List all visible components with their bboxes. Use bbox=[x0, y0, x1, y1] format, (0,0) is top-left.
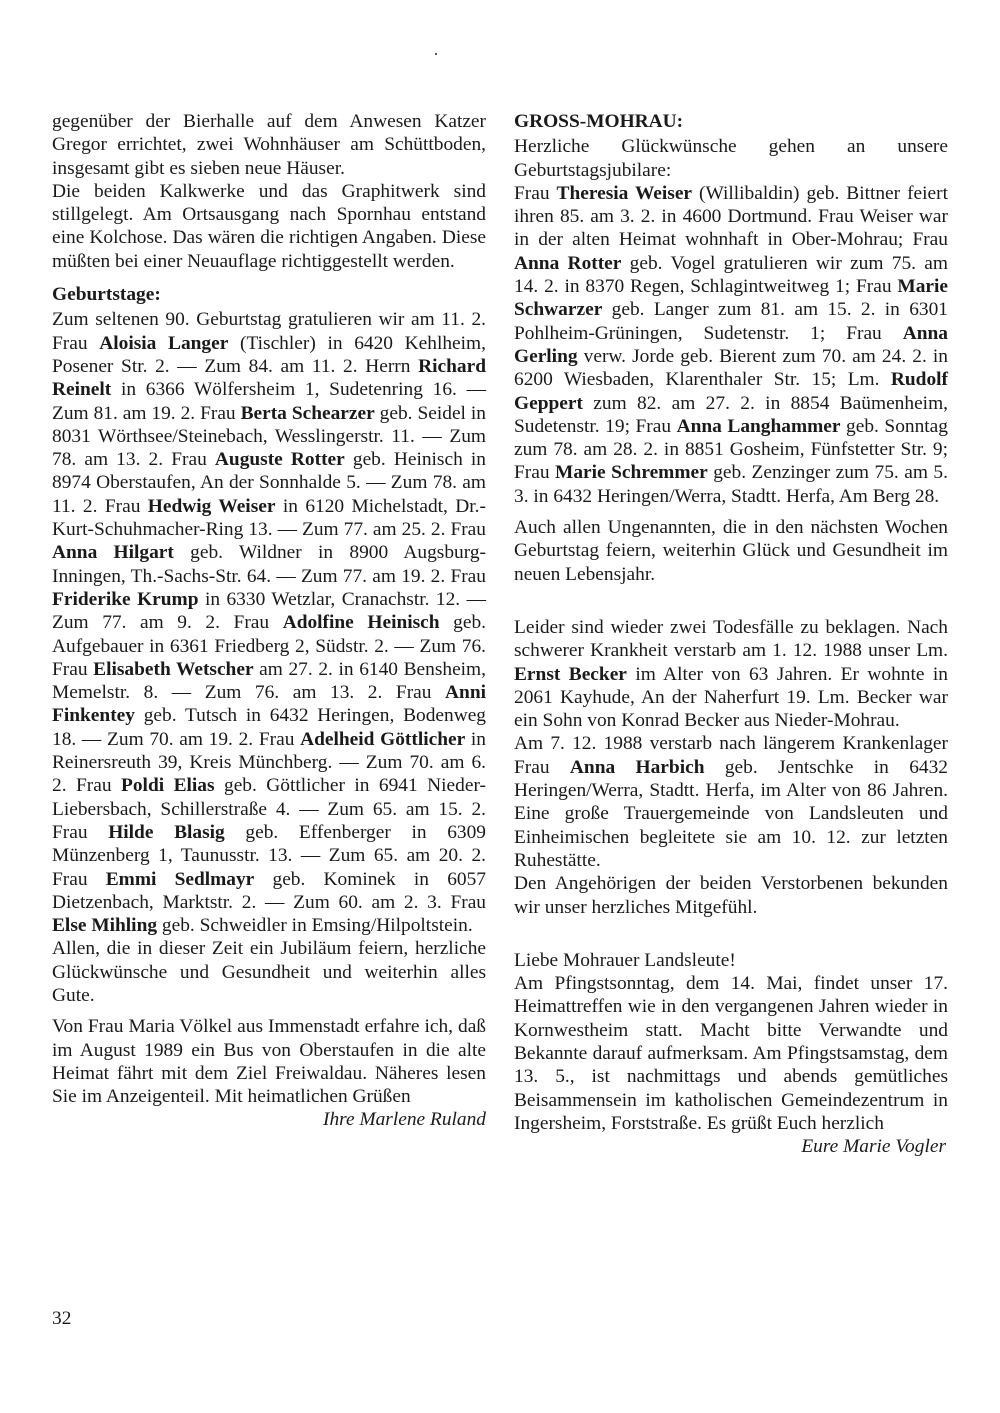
person-name: Hilde Blasig bbox=[108, 821, 225, 843]
meeting-paragraph: Am Pfingstsonntag, dem 14. Mai, findet unser 17. Heimattreffen wie in den vergangenen Jahren wieder in Kornwestheim statt. Macht bitte Verwandte und Bekannte darauf aufmerksam. Am Pfingstsamstag, dem 13. 5., ist nachmittags und abends gemütliches Beisammensein im katholischen Gemeindezentrum in Ingersheim, Forststraße. Es grüßt Euch herzlich bbox=[514, 973, 948, 1134]
person-name: Theresia Weiser bbox=[556, 182, 693, 204]
person-name: Else Mihling bbox=[52, 915, 158, 937]
intro-paragraph-1: gegenüber der Bierhalle auf dem Anwesen Katzer Gregor errichtet, zwei Wohnhäuser am Schüttboden, insgesamt gibt es sieben neue Häuser. bbox=[52, 111, 486, 179]
person-name: Aloisia Langer bbox=[99, 332, 229, 354]
condolences-paragraph: Den Angehörigen der beiden Verstorbenen bekunden wir unser herzliches Mitgefühl. bbox=[514, 873, 948, 918]
person-name: Richard Reinelt bbox=[52, 355, 486, 401]
deaths-paragraph: Leider sind wieder zwei Todesfälle zu beklagen. Nach schwerer Krankheit verstarb am 1. 12. 1988 unser Lm. Ernst Becker im Alter von 63 Jahren. Er wohnte in 2061 Kayhude, An der Naherfurt 19. Lm. Becker war ein Sohn von Konrad Becker aus Nieder-Mohrau. bbox=[514, 616, 948, 732]
wishes-paragraph: Allen, die in dieser Zeit ein Jubiläum feiern, herzliche Glückwünsche und Gesundheit und weiterhin alles Gute. bbox=[52, 938, 486, 1006]
page-number: 32 bbox=[52, 1308, 72, 1329]
person-name: Elisabeth Wetscher bbox=[93, 658, 254, 680]
person-name: Rudolf Geppert bbox=[514, 369, 948, 414]
unnamed-wishes: Auch allen Ungenannten, die in den nächsten Wochen Geburtstag feiern, weiterhin Glück und Gesundheit im neuen Lebensjahr. bbox=[514, 517, 948, 585]
death-anna-harbich-paragraph: Am 7. 12. 1988 verstarb nach längerem Krankenlager Frau Anna Harbich geb. Jentschke in 6432 Heringen/Werra, Stadtt. Herfa, im Alter von 86 Jahren. Eine große Trauergemeinde von Landsleuten und Einheimischen begleitete sie am 10. 12. zur letzten Ruhestätte. bbox=[514, 733, 948, 871]
birthdays-list-gross-mohrau: Frau Theresia Weiser (Willibaldin) geb. Bittner feiert ihren 85. am 3. 2. in 4600 Dortmund. Frau Weiser war in der alten Heimat wohnhaft in Ober-Mohrau; Frau Anna Rotter geb. Vogel gratulieren wir zum 75. am 14. 2. in 8370 Regen, Schlagintweitweg 1; Frau Marie Schwarzer geb. Langer zum 81. am 15. 2. in 6301 Pohlheim-Grüningen, Sudetenstr. 1; Frau Anna Gerling verw. Jorde geb. Bierent zum 70. am 24. 2. in 6200 Wiesbaden, Klarenthaler Str. 15; Lm. Rudolf Geppert zum 82. am 27. 2. in 8854 Baümenheim, Sudetenstr. 19; Frau Anna Langhammer geb. Sonntag zum 78. am 28. 2. in 8851 Gosheim, Fünfstetter Str. 9; Frau Marie Schremmer geb. Zenzinger zum 75. am 5. 3. in 6432 Heringen/Werra, Stadtt. Herfa, Am Berg 28. bbox=[514, 182, 948, 507]
greeting-line: Liebe Mohrauer Landsleute! bbox=[514, 949, 736, 971]
signature-marlene-ruland: Ihre Marlene Ruland bbox=[323, 1109, 486, 1131]
right-column bbox=[514, 110, 948, 1158]
scan-speck bbox=[435, 53, 437, 55]
person-name: Marie Schremmer bbox=[555, 462, 708, 484]
person-name: Ernst Becker bbox=[514, 663, 627, 685]
bus-paragraph-text: Von Frau Maria Völkel aus Immenstadt erfahre ich, daß im August 1989 ein Bus von Oberstaufen in die alte Heimat fährt mit dem Ziel Freiwaldau. Näheres lesen Sie im Anzeigenteil. Mit heimatlichen Grüßen bbox=[52, 1016, 486, 1108]
signature-row bbox=[52, 1108, 486, 1131]
person-name: Auguste Rotter bbox=[214, 449, 345, 471]
person-name: Anna Langhammer bbox=[676, 415, 841, 437]
person-name: Anna Hilgart bbox=[52, 542, 174, 564]
signature-marie-vogler: Eure Marie Vogler bbox=[801, 1136, 946, 1158]
section-heading-gross-mohrau: GROSS-MOHRAU: bbox=[514, 111, 684, 132]
birthdays-heading: Geburtstage: bbox=[52, 284, 161, 306]
person-name: Poldi Elias bbox=[121, 775, 215, 797]
person-name: Anna Harbich bbox=[569, 756, 705, 778]
birthdays-list: Zum seltenen 90. Geburtstag gratulieren wir am 11. 2. Frau Aloisia Langer (Tischler) in 6420 Kehlheim, Posener Str. 2. — Zum 84. am 11. 2. Herrn Richard Reinelt in 6366 Wölfersheim 1, Sudetenring 16. — Zum 81. am 19. 2. Frau Berta Schearzer geb. Seidel in 8031 Wörthsee/Steinebach, Wesslingerstr. 11. — Zum 78. am 13. 2. Frau Auguste Rotter geb. Heinisch in 8974 Oberstaufen, An der Sonnhalde 5. — Zum 78. am 11. 2. Frau Hedwig Weiser in 6120 Michelstadt, Dr.-Kurt-Schuhmacher-Ring 13. — Zum 77. am 25. 2. Frau Anna Hilgart geb. Wildner in 8900 Augsburg-Inningen, Th.-Sachs-Str. 64. — Zum 77. am 19. 2. Frau Friderike Krump in 6330 Wetzlar, Cranachstr. 12. — Zum 77. am 9. 2. Frau Adolfine Heinisch geb. Aufgebauer in 6361 Friedberg 2, Südstr. 2. — Zum 76. Frau Elisabeth Wetscher am 27. 2. in 6140 Bensheim, Memelstr. 8. — Zum 76. am 13. 2. Frau Anni Finkentey geb. Tutsch in 6432 Heringen, Bodenweg 18. — Zum 70. am 19. 2. Frau Adelheid Göttlicher in Reinersreuth 39, Kreis Münchberg. — Zum 70. am 6. 2. Frau Poldi Elias geb. Göttlicher in 6941 Nieder-Liebersbach, Schillerstraße 4. — Zum 65. am 15. 2. Frau Hilde Blasig geb. Effenberger in 6309 Münzenberg 1, Taunusstr. 13. — Zum 65. am 20. 2. Frau Emmi Sedlmayr geb. Kominek in 6057 Dietzenbach, Marktstr. 2. — Zum 60. am 2. 3. Frau Else Mihling geb. Schweidler in Emsing/Hilpoltstein. bbox=[52, 309, 486, 937]
person-name: Adelheid Göttlicher bbox=[300, 728, 466, 750]
congratulations-intro: Herzliche Glückwünsche gehen an unsere Geburtstagsjubilare: bbox=[514, 136, 948, 181]
person-name: Marie Schwarzer bbox=[514, 276, 948, 321]
bus-paragraph bbox=[52, 1015, 486, 1108]
person-name: Anna Gerling bbox=[514, 322, 948, 367]
person-name: Emmi Sedlmayr bbox=[105, 868, 255, 890]
person-name: Anni Finkentey bbox=[52, 682, 486, 727]
intro-paragraph-2: Die beiden Kalkwerke und das Graphitwerk sind stillgelegt. Am Ortsausgang nach Spornhau entstand eine Kolchose. Das wären die richtigen Angaben. Diese müßten bei einer Neuauflage richtiggestellt werden. bbox=[52, 180, 486, 272]
person-name: Berta Schearzer bbox=[240, 402, 375, 424]
person-name: Anna Rotter bbox=[514, 252, 622, 274]
person-name: Hedwig Weiser bbox=[147, 495, 276, 517]
left-column bbox=[52, 110, 486, 1132]
person-name: Adolfine Heinisch bbox=[282, 612, 440, 634]
person-name: Friderike Krump bbox=[52, 588, 199, 610]
